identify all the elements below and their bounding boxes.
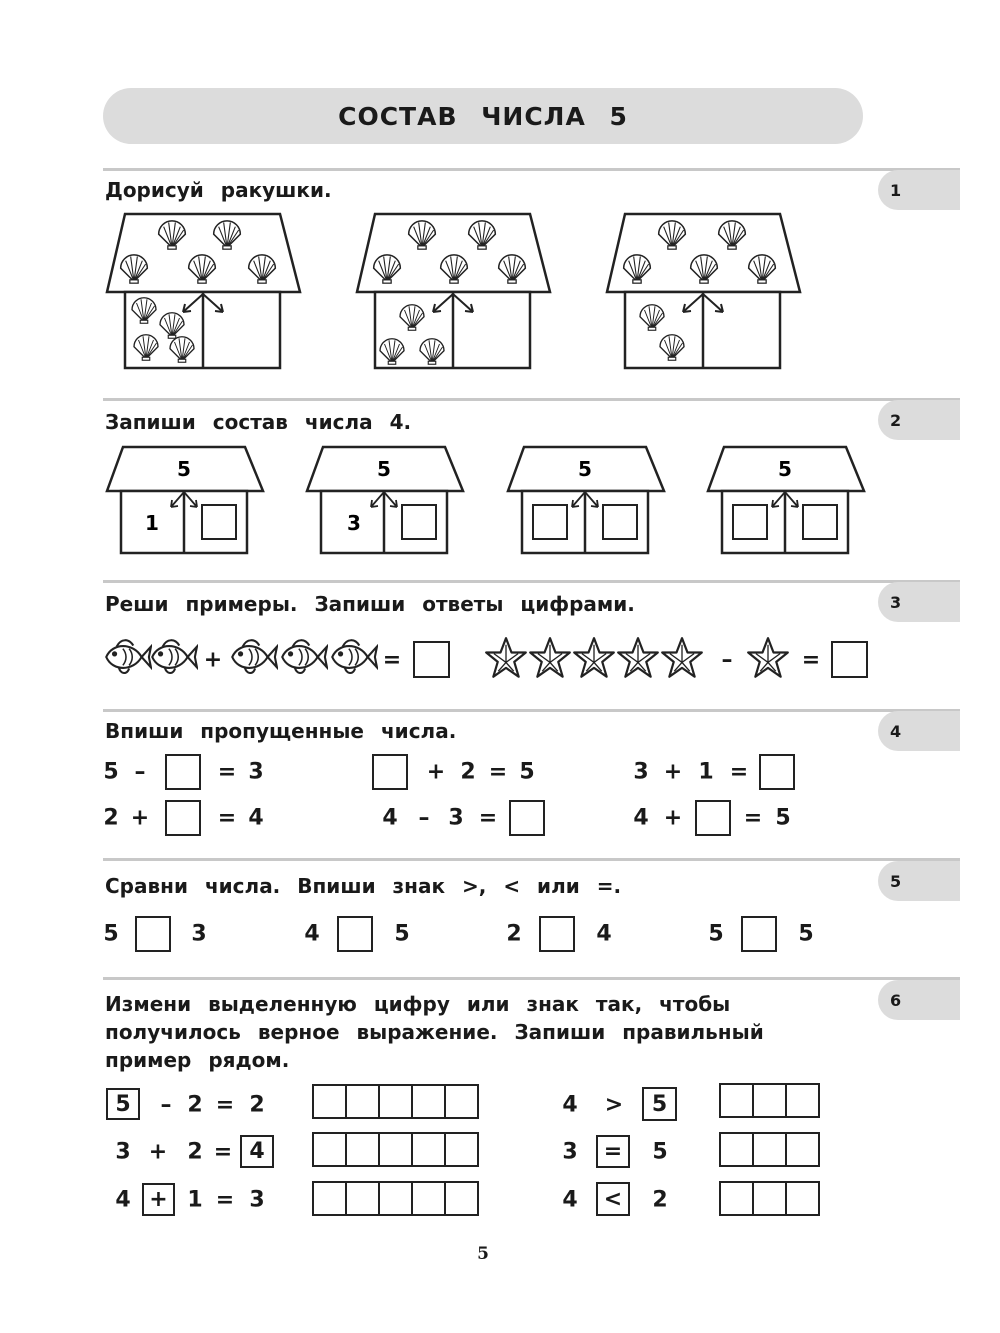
highlighted-value: 5	[106, 1088, 140, 1120]
compare-sign-box[interactable]	[135, 916, 171, 952]
highlighted-sign: =	[596, 1135, 630, 1168]
expr-number: 5	[652, 1139, 668, 1165]
task-number-badge: 3	[878, 582, 960, 622]
equation-sign: +	[130, 805, 150, 831]
compare-right: 5	[798, 921, 814, 947]
equation-number: 4	[382, 805, 398, 831]
equation-sign: =	[217, 759, 237, 785]
roof-number: 5	[177, 457, 191, 481]
answer-cells[interactable]	[719, 1132, 820, 1167]
star-group	[484, 634, 709, 682]
left-number: 1	[145, 511, 159, 535]
expr-number: 4	[562, 1092, 578, 1118]
equation-sign: –	[134, 759, 146, 785]
highlighted-value: 4	[240, 1135, 274, 1168]
equation-sign: =	[729, 759, 749, 785]
equals-sign: =	[382, 647, 402, 673]
equation-number: 4	[633, 805, 649, 831]
answer-box[interactable]	[165, 800, 201, 836]
expr-sign: =	[213, 1139, 233, 1165]
equals-sign: =	[801, 647, 821, 673]
task-instruction: Реши примеры. Запиши ответы цифрами.	[105, 592, 635, 616]
answer-cells[interactable]	[312, 1084, 479, 1119]
fish-group-1	[100, 632, 200, 682]
number-house-3	[506, 445, 666, 557]
expr-number: 2	[249, 1092, 265, 1118]
equation-number: 5	[519, 759, 535, 785]
compare-left: 5	[708, 921, 724, 947]
compare-right: 5	[394, 921, 410, 947]
left-number: 3	[347, 511, 361, 535]
compare-sign-box[interactable]	[337, 916, 373, 952]
answer-cells[interactable]	[719, 1083, 820, 1118]
equation-sign: –	[418, 805, 430, 831]
compare-sign-box[interactable]	[539, 916, 575, 952]
divider	[103, 709, 960, 712]
task-number-badge: 4	[878, 711, 960, 751]
equation-number: 3	[633, 759, 649, 785]
equation-number: 2	[103, 805, 119, 831]
star-single	[746, 634, 792, 682]
highlighted-value: 5	[642, 1087, 677, 1121]
task-number-badge: 2	[878, 400, 960, 440]
compare-left: 4	[304, 921, 320, 947]
number-house-2	[305, 445, 465, 557]
divider	[103, 580, 960, 583]
answer-box[interactable]	[413, 641, 450, 678]
expr-sign: –	[160, 1092, 172, 1118]
divider	[103, 977, 960, 980]
task-instruction: Запиши состав числа 4.	[105, 410, 412, 434]
divider	[103, 168, 960, 171]
equation-number: 3	[248, 759, 264, 785]
task-number-badge: 6	[878, 980, 960, 1020]
compare-left: 5	[103, 921, 119, 947]
number-house-4	[706, 445, 866, 557]
shell-house-3	[605, 212, 805, 372]
task-number-badge: 1	[878, 170, 960, 210]
expr-number: 4	[115, 1187, 131, 1213]
expr-number: 3	[249, 1187, 265, 1213]
highlighted-sign: +	[142, 1183, 175, 1216]
task-instruction-line: пример рядом.	[105, 1048, 290, 1072]
answer-cells[interactable]	[312, 1132, 479, 1167]
compare-sign-box[interactable]	[741, 916, 777, 952]
answer-box[interactable]	[509, 800, 545, 836]
highlighted-sign: <	[596, 1182, 630, 1216]
title-bar	[103, 88, 863, 144]
task-instruction: Дорисуй ракушки.	[105, 178, 332, 202]
page-number: 5	[477, 1244, 489, 1264]
answer-box[interactable]	[831, 641, 868, 678]
fish-group-2	[226, 632, 381, 682]
equation-number: 3	[448, 805, 464, 831]
roof-number: 5	[377, 457, 391, 481]
answer-cells[interactable]	[719, 1181, 820, 1216]
expr-sign: =	[215, 1092, 235, 1118]
task-number-badge: 5	[878, 861, 960, 901]
equation-sign: +	[663, 759, 683, 785]
compare-right: 4	[596, 921, 612, 947]
equation-sign: =	[743, 805, 763, 831]
expr-sign: >	[604, 1092, 624, 1118]
plus-sign: +	[203, 647, 223, 673]
task-instruction: Впиши пропущенные числа.	[105, 719, 457, 743]
compare-left: 2	[506, 921, 522, 947]
equation-number: 2	[460, 759, 476, 785]
answer-box[interactable]	[372, 754, 408, 790]
divider	[103, 398, 960, 401]
roof-number: 5	[778, 457, 792, 481]
expr-number: 2	[652, 1187, 668, 1213]
task-instruction-line: Измени выделенную цифру или знак так, чтобы	[105, 992, 731, 1016]
equation-sign: =	[478, 805, 498, 831]
equation-sign: =	[217, 805, 237, 831]
equation-sign: =	[488, 759, 508, 785]
expr-sign: +	[148, 1139, 168, 1165]
shell-house-1	[105, 212, 305, 372]
answer-box[interactable]	[759, 754, 795, 790]
equation-sign: +	[426, 759, 446, 785]
compare-right: 3	[191, 921, 207, 947]
equation-number: 5	[103, 759, 119, 785]
equation-number: 1	[698, 759, 714, 785]
equation-number: 4	[248, 805, 264, 831]
expr-sign: =	[215, 1187, 235, 1213]
expr-number: 3	[115, 1139, 131, 1165]
equation-number: 5	[775, 805, 791, 831]
answer-cells[interactable]	[312, 1181, 479, 1216]
roof-number: 5	[578, 457, 592, 481]
answer-box[interactable]	[695, 800, 731, 836]
equation-sign: +	[663, 805, 683, 831]
page-title: СОСТАВ ЧИСЛА 5	[338, 101, 628, 131]
task-instruction-line: получилось верное выражение. Запиши правильный	[105, 1020, 764, 1044]
divider	[103, 858, 960, 861]
shell-house-2	[355, 212, 555, 372]
expr-number: 3	[562, 1139, 578, 1165]
expr-number: 2	[187, 1092, 203, 1118]
number-house-1	[105, 445, 265, 557]
minus-sign: –	[721, 647, 733, 673]
expr-number: 1	[187, 1187, 203, 1213]
answer-box[interactable]	[165, 754, 201, 790]
expr-number: 2	[187, 1139, 203, 1165]
expr-number: 4	[562, 1187, 578, 1213]
task-instruction: Сравни числа. Впиши знак >, < или =.	[105, 874, 622, 898]
